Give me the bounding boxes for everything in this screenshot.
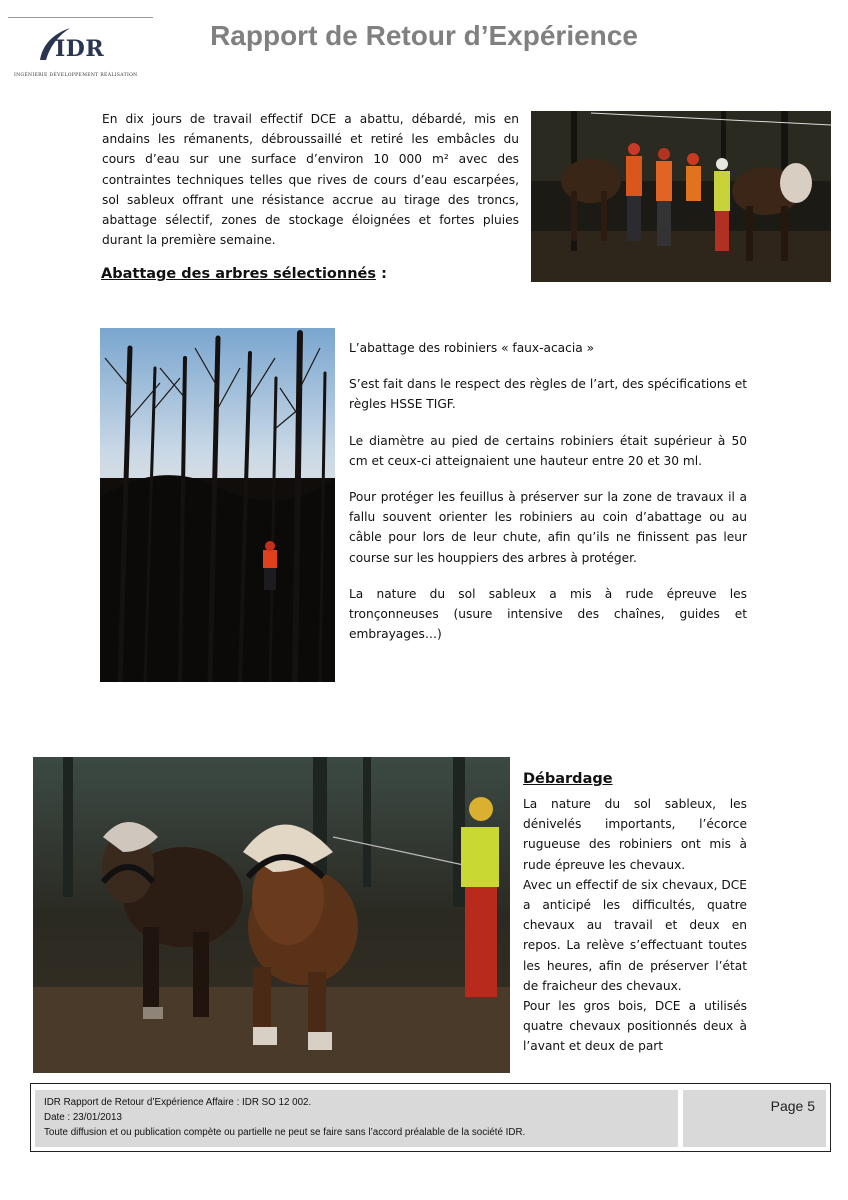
page-title: Rapport de Retour d’Expérience [210,20,638,51]
footer-date-line: Date : 23/01/2013 [44,1112,122,1123]
debardage-paragraph: La nature du sol sableux, les dénivelés importants, l’écorce rugueuse des robiniers ont mis à rude épreuve les chevaux. [523,797,747,872]
abattage-heading-suffix: : [376,266,387,282]
intro-paragraph: En dix jours de travail effectif DCE a abattu, débardé, mis en andains les rémanents, débroussaillé et retiré les embâcles du cours d’eau sur une surface d’environ 10 000 m² avec des contraintes techniques telles que rives de cours d’eau escarpées, sol sableux offrant une résistance accrue au tirage des troncs, abattage sélectif, zones de stockage éloignées et fortes pluies durant la première semaine. [102,112,519,248]
debardage-paragraph: Avec un effectif de six chevaux, DCE a anticipé les difficultés, quatre chevaux au travail et deux en repos. La relève s’effectuant toutes les heures, afin de préserver l’état de fraicheur des chevaux. [523,877,747,993]
abattage-heading-text: Abattage des arbres sélectionnés [101,266,377,282]
abattage-paragraph: Le diamètre au pied de certains robiniers était supérieur à 50 cm et ceux-ci atteignaient une hauteur entre 20 et 30 ml. [349,433,747,468]
debardage-heading [523,771,613,787]
abattage-paragraph: La nature du sol sableux a mis à rude épreuve les tronçonneuses (usure intensive des chaînes, guides et embrayages…) [349,586,747,642]
horses-photo [33,757,510,1073]
debardage-paragraph: Pour les gros bois, DCE a utilisés quatre chevaux positionnés deux à l’avant et deux de part [523,999,747,1054]
footer-report-line: IDR Rapport de Retour d’Expérience Affaire : IDR SO 12 002. [44,1097,312,1108]
abattage-paragraph: L’abattage des robiniers « faux-acacia » [349,341,595,355]
forest-photo [100,328,335,682]
abattage-text [349,338,747,660]
team-photo [531,111,831,282]
debardage-text [523,794,747,1057]
debardage-heading-text: Débardage [523,771,613,787]
abattage-paragraph: Pour protéger les feuillus à préserver sur la zone de travaux il a fallu souvent orienter les robiniers au coin d’abattage ou au câble pour lors de leur chute, afin qu’ils ne finissent pas leur course sur les houppiers des arbres à protéger. [349,490,747,565]
logo: IDR [55,36,105,62]
page-number: Page 5 [770,1098,815,1114]
abattage-heading [101,266,387,282]
logo-tagline: INGÉNIERIE DÉVELOPPEMENT RÉALISATION [14,73,138,78]
abattage-paragraph: S’est fait dans le respect des règles de l’art, des spécifications et règles HSSE TIGF. [349,377,747,412]
logo-rule [8,17,153,18]
footer-notice-line: Toute diffusion et ou publication compète ou partielle ne peut se faire sans l’accord préalable de la société IDR. [44,1127,526,1138]
